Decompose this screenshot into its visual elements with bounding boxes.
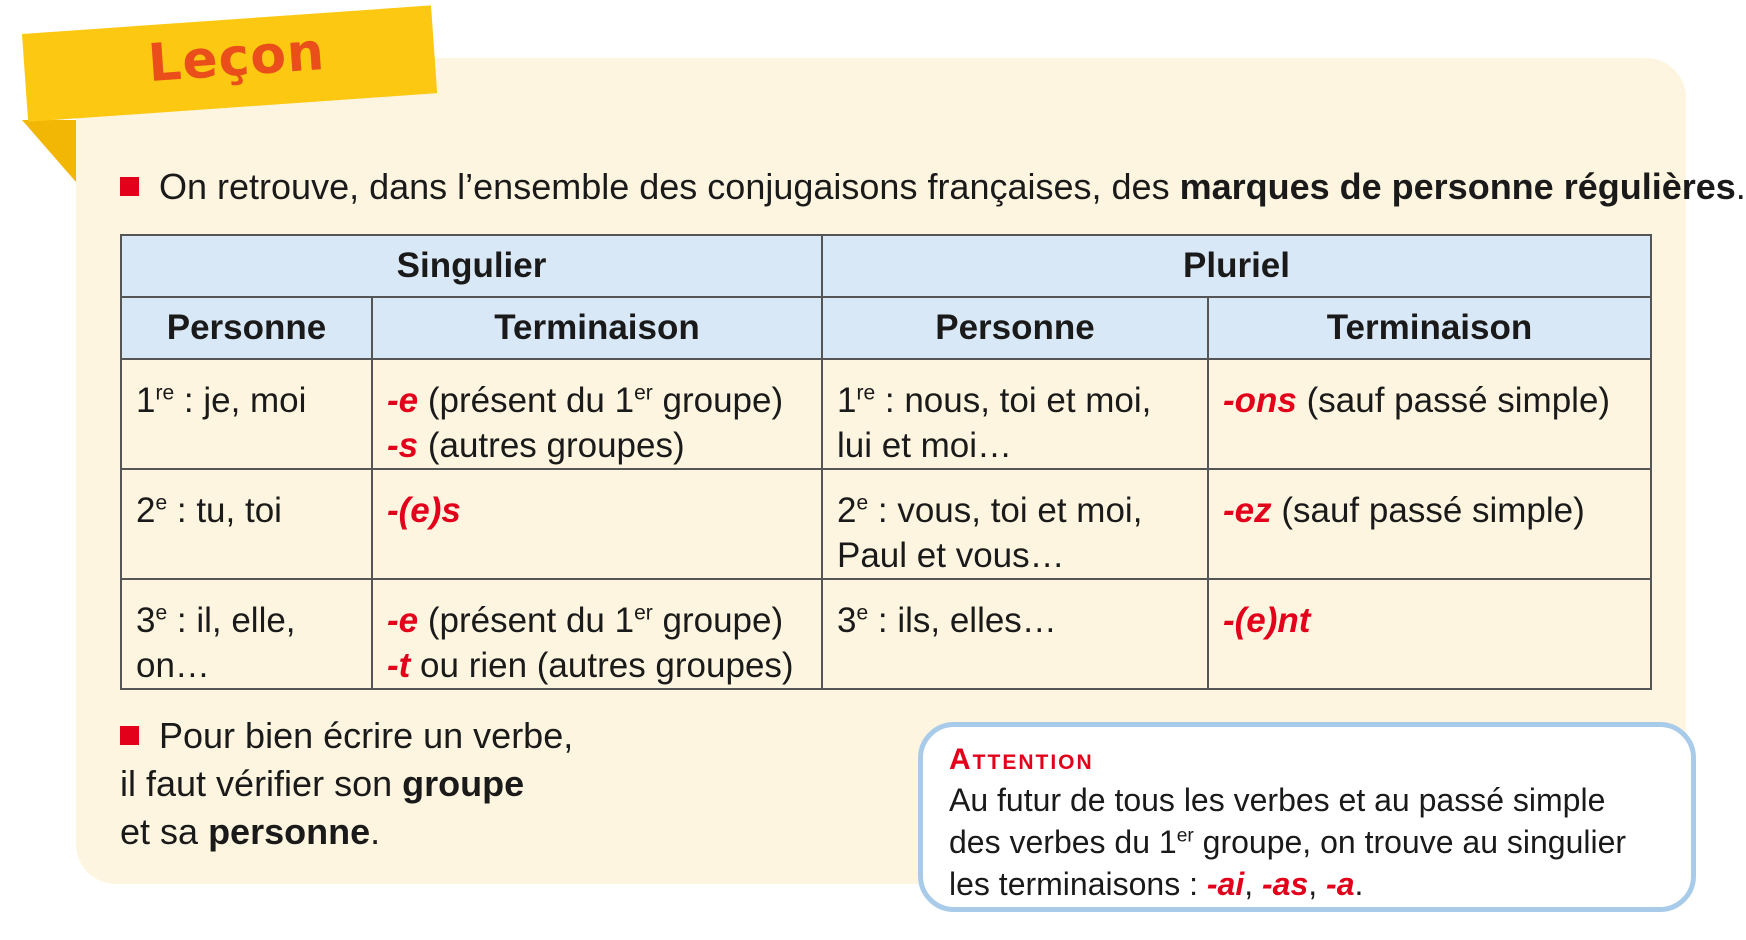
plural-person-cell: 3e : ils, elles… [822, 579, 1208, 689]
subheader-personne: Personne [822, 297, 1208, 359]
attention-title: Attention [949, 743, 1094, 776]
subheader-terminaison: Terminaison [372, 297, 822, 359]
singular-person-cell: 2e : tu, toi [121, 469, 372, 579]
header-pluriel: Pluriel [822, 235, 1651, 297]
singular-ending-cell: -e (présent du 1er groupe) -t ou rien (autres groupes) [372, 579, 822, 689]
lesson-title: Leçon [146, 21, 327, 95]
attention-box [918, 722, 1696, 912]
table-subheader [121, 297, 1651, 359]
singular-ending-cell: -e (présent du 1er groupe) -s (autres groupes) [372, 359, 822, 469]
header-singulier: Singulier [121, 235, 822, 297]
table-row [121, 579, 1651, 689]
plural-person-cell: 1re : nous, toi et moi, lui et moi… [822, 359, 1208, 469]
attention-line: Au futur de tous les verbes et au passé simple [949, 782, 1606, 818]
singular-person-cell: 3e : il, elle, on… [121, 579, 372, 689]
red-square-bullet-icon [120, 726, 139, 745]
subheader-personne: Personne [121, 297, 372, 359]
singular-person-cell: 1re : je, moi [121, 359, 372, 469]
conjugation-table [120, 234, 1652, 690]
table-row [121, 469, 1651, 579]
plural-person-cell: 2e : vous, toi et moi, Paul et vous… [822, 469, 1208, 579]
attention-line: des verbes du 1er groupe, on trouve au singulier [949, 824, 1627, 860]
attention-line: les terminaisons : -ai, -as, -a. [949, 866, 1364, 902]
intro-paragraph: On retrouve, dans l’ensemble des conjugaisons françaises, des marques de personne régulières. [120, 166, 1680, 208]
plural-ending-cell: -ez (sauf passé simple) [1208, 469, 1651, 579]
banner-fold [22, 120, 76, 182]
plural-ending-cell: -(e)nt [1208, 579, 1651, 689]
subheader-terminaison: Terminaison [1208, 297, 1651, 359]
red-square-bullet-icon [120, 177, 139, 196]
rule-paragraph: Pour bien écrire un verbe, il faut vérifier son groupe et sa personne. [120, 715, 574, 852]
table-group-header [121, 235, 1651, 297]
plural-ending-cell: -ons (sauf passé simple) [1208, 359, 1651, 469]
singular-ending-cell: -(e)s [372, 469, 822, 579]
table-row [121, 359, 1651, 469]
